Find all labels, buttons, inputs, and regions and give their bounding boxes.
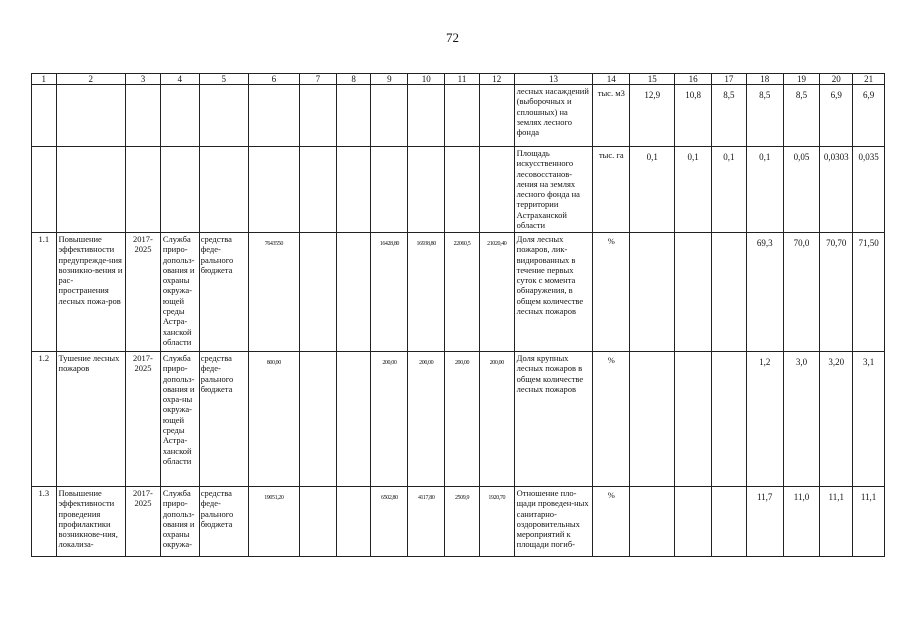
value-col-21: 6,9 (853, 85, 885, 147)
value-col-16 (675, 352, 712, 487)
funding-source (199, 85, 248, 147)
indicator-unit: % (593, 352, 630, 487)
funding-col-7 (299, 85, 336, 147)
funding-col-7 (299, 147, 336, 233)
value-col-20: 70,70 (820, 233, 853, 352)
value-col-17: 8,5 (712, 85, 747, 147)
activity-name (56, 147, 126, 233)
value-col-19: 70,0 (783, 233, 820, 352)
funding-col-9 (371, 147, 408, 233)
executor (160, 85, 199, 147)
indicator-unit: % (593, 487, 630, 557)
column-header: 15 (630, 74, 675, 85)
value-col-18: 69,3 (746, 233, 783, 352)
value-col-16 (675, 233, 712, 352)
funding-col-9: 6502,80 (371, 487, 408, 557)
funding-col-11: 200,00 (445, 352, 480, 487)
indicator-unit: тыс. га (593, 147, 630, 233)
value-col-21: 71,50 (853, 233, 885, 352)
value-col-16: 0,1 (675, 147, 712, 233)
column-header: 4 (160, 74, 199, 85)
column-header: 19 (783, 74, 820, 85)
funding-col-9: 200,00 (371, 352, 408, 487)
row-index (32, 85, 57, 147)
executor: Служба приро-допольз-ования и охраны окружа- (160, 487, 199, 557)
value-col-15 (630, 487, 675, 557)
funding-col-8 (336, 147, 371, 233)
funding-col-12: 1920,70 (479, 487, 514, 557)
funding-col-10: 4117,80 (408, 487, 445, 557)
value-col-16: 10,8 (675, 85, 712, 147)
value-col-17 (712, 487, 747, 557)
activity-name: Тушение лесных пожаров (56, 352, 126, 487)
table-row (32, 147, 885, 233)
funding-col-12 (479, 147, 514, 233)
funding-col-11: 2509,9 (445, 487, 480, 557)
funding-col-9 (371, 85, 408, 147)
executor: Служба приро-допольз-ования и охра-ны окружа-ющей среды Астра-ханской области (160, 352, 199, 487)
total-funding (248, 147, 299, 233)
funding-col-8 (336, 352, 371, 487)
funding-col-10 (408, 147, 445, 233)
row-index: 1.1 (32, 233, 57, 352)
funding-col-8 (336, 233, 371, 352)
table-row (32, 352, 885, 487)
value-col-18: 11,7 (746, 487, 783, 557)
column-header: 11 (445, 74, 480, 85)
table-row (32, 487, 885, 557)
period: 2017-2025 (126, 487, 161, 557)
funding-col-10: 200,00 (408, 352, 445, 487)
indicator-unit: тыс. м3 (593, 85, 630, 147)
page-number: 72 (446, 30, 459, 45)
value-col-20: 11,1 (820, 487, 853, 557)
value-col-17 (712, 352, 747, 487)
row-index: 1.2 (32, 352, 57, 487)
funding-col-7 (299, 487, 336, 557)
value-col-19: 11,0 (783, 487, 820, 557)
funding-col-12: 200,00 (479, 352, 514, 487)
funding-col-11: 22060,5 (445, 233, 480, 352)
table-row (32, 233, 885, 352)
funding-col-7 (299, 352, 336, 487)
value-col-18: 0,1 (746, 147, 783, 233)
indicator-name: лесных насаждений (выборочных и сплошных) на землях лесного фонда (514, 85, 593, 147)
total-funding: 800,00 (248, 352, 299, 487)
value-col-21: 11,1 (853, 487, 885, 557)
row-index: 1.3 (32, 487, 57, 557)
activity-name: Повышение эффективности предупрежде-ния возникно-вения и рас-пространения лесных пожа-ров (56, 233, 126, 352)
funding-col-12 (479, 85, 514, 147)
funding-source: средства феде-рального бюджета (199, 352, 248, 487)
column-header: 18 (746, 74, 783, 85)
value-col-15: 12,9 (630, 85, 675, 147)
activity-name: Повышение эффективности проведения профилактики возникнове-ния, локализа- (56, 487, 126, 557)
column-header: 2 (56, 74, 126, 85)
total-funding: 19051,20 (248, 487, 299, 557)
indicator-unit: % (593, 233, 630, 352)
indicator-name: Площадь искусственного лесовосстанов-ления на землях лесного фонда на территории Астраханской области (514, 147, 593, 233)
column-number-row (32, 74, 885, 85)
funding-col-7 (299, 233, 336, 352)
funding-col-10 (408, 85, 445, 147)
column-header: 8 (336, 74, 371, 85)
activity-name (56, 85, 126, 147)
funding-source: средства феде-рального бюджета (199, 487, 248, 557)
value-col-21: 0,035 (853, 147, 885, 233)
column-header: 20 (820, 74, 853, 85)
value-col-21: 3,1 (853, 352, 885, 487)
period: 2017-2025 (126, 233, 161, 352)
funding-col-8 (336, 487, 371, 557)
value-col-15: 0,1 (630, 147, 675, 233)
indicator-name: Отношение пло-щади проведен-ных санитарно-оздоровительных мероприятий к площади погиб- (514, 487, 593, 557)
table-row (32, 85, 885, 147)
indicator-name: Доля крупных лесных пожаров в общем количестве лесных пожаров (514, 352, 593, 487)
period (126, 85, 161, 147)
column-header: 7 (299, 74, 336, 85)
funding-col-8 (336, 85, 371, 147)
column-header: 16 (675, 74, 712, 85)
column-header: 6 (248, 74, 299, 85)
total-funding (248, 85, 299, 147)
value-col-20: 3,20 (820, 352, 853, 487)
funding-col-11 (445, 85, 480, 147)
column-header: 17 (712, 74, 747, 85)
program-table (31, 73, 885, 557)
value-col-17: 0,1 (712, 147, 747, 233)
value-col-18: 1,2 (746, 352, 783, 487)
indicator-name: Доля лесных пожаров, лик-видированных в течение первых суток с момента обнаружения, в общем количестве лесных пожаров (514, 233, 593, 352)
column-header: 12 (479, 74, 514, 85)
funding-col-11 (445, 147, 480, 233)
value-col-19: 3,0 (783, 352, 820, 487)
column-header: 14 (593, 74, 630, 85)
executor (160, 147, 199, 233)
value-col-18: 8,5 (746, 85, 783, 147)
value-col-16 (675, 487, 712, 557)
row-index (32, 147, 57, 233)
funding-col-10: 16938,80 (408, 233, 445, 352)
period: 2017-2025 (126, 352, 161, 487)
total-funding: 7643550 (248, 233, 299, 352)
period (126, 147, 161, 233)
value-col-15 (630, 233, 675, 352)
value-col-15 (630, 352, 675, 487)
column-header: 1 (32, 74, 57, 85)
column-header: 3 (126, 74, 161, 85)
column-header: 10 (408, 74, 445, 85)
column-header: 21 (853, 74, 885, 85)
funding-source (199, 147, 248, 233)
funding-col-9: 16428,80 (371, 233, 408, 352)
value-col-20: 6,9 (820, 85, 853, 147)
funding-source: средства феде-рального бюджета (199, 233, 248, 352)
value-col-19: 8,5 (783, 85, 820, 147)
funding-col-12: 21020,40 (479, 233, 514, 352)
column-header: 5 (199, 74, 248, 85)
value-col-20: 0,0303 (820, 147, 853, 233)
executor: Служба приро-допольз-ования и охраны окружа-ющей среды Астра-ханской области (160, 233, 199, 352)
column-header: 13 (514, 74, 593, 85)
value-col-19: 0,05 (783, 147, 820, 233)
value-col-17 (712, 233, 747, 352)
column-header: 9 (371, 74, 408, 85)
